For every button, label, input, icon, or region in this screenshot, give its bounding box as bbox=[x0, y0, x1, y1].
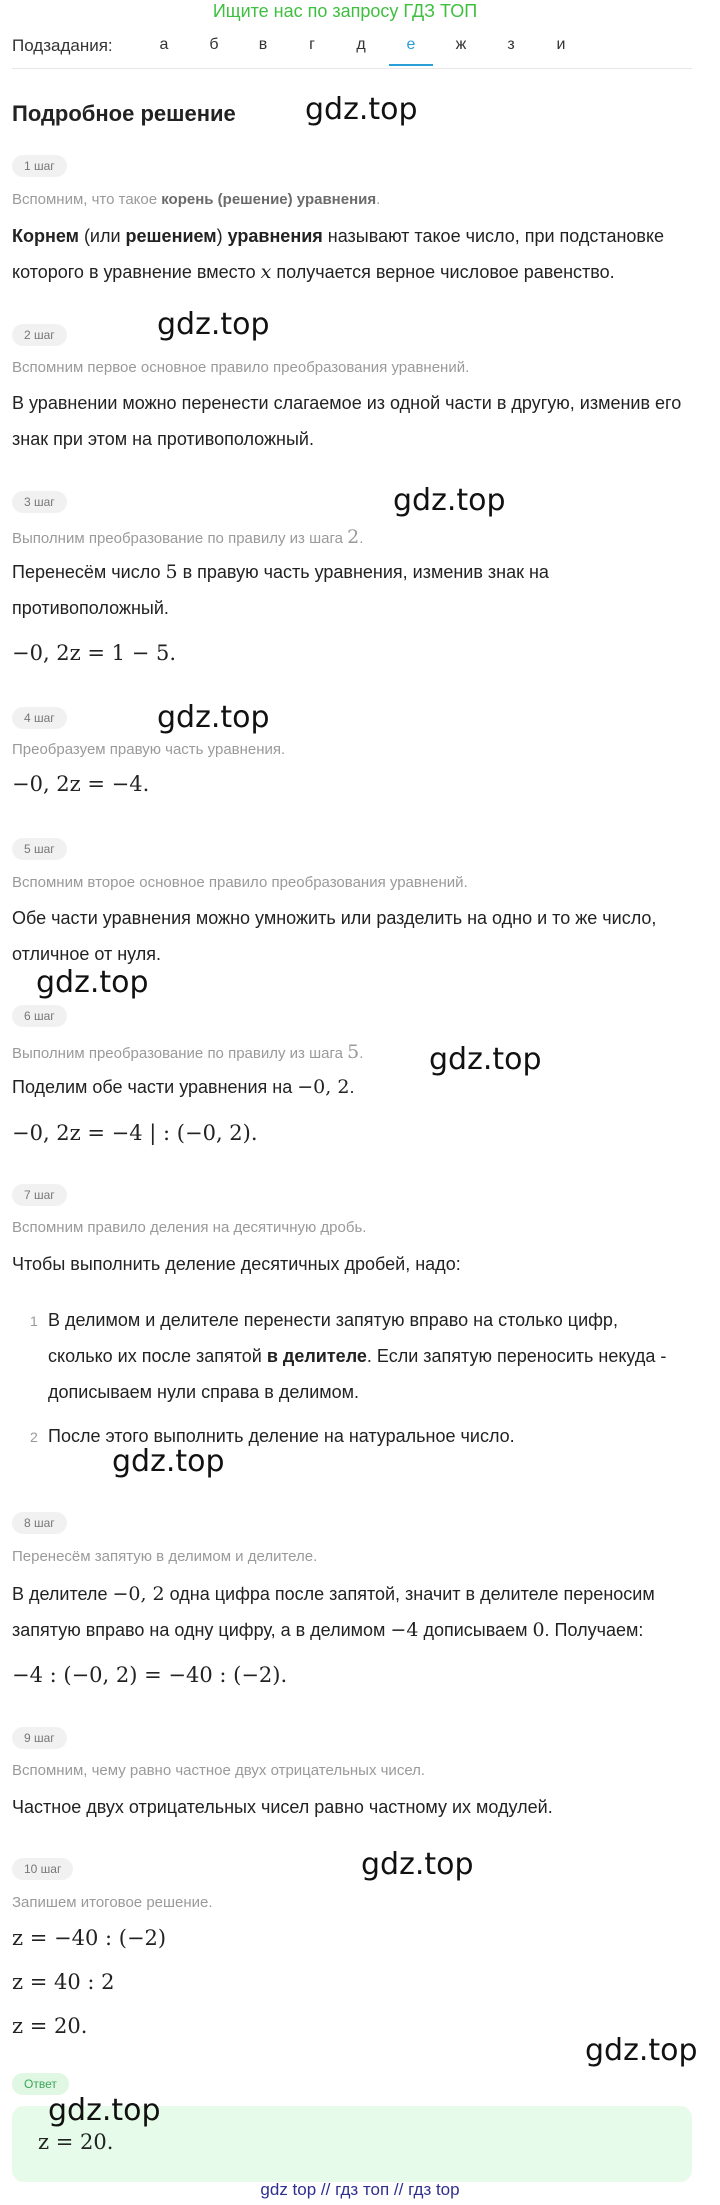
step-text: Частное двух отрицательных чисел равно частному их модулей. bbox=[12, 1797, 553, 1817]
step-text: В делителе −0, 2 одна цифра после запятой, значит в делителе переносим запятую вправо на одну цифру, а в делимом −4 дописываем 0. Получаем: bbox=[12, 1583, 655, 1641]
watermark: gdz.top bbox=[157, 307, 270, 342]
step-equation: −0, 2z = 1 − 5. bbox=[12, 641, 177, 665]
watermark: gdz.top bbox=[112, 1444, 225, 1479]
subtask-tab-a[interactable]: а bbox=[159, 36, 169, 53]
search-banner: Ищите нас по запросу ГДЗ ТОП bbox=[212, 1, 478, 21]
step-note: Вспомним правило деления на десятичную дробь. bbox=[12, 1219, 367, 1236]
subtask-tab-b[interactable]: б bbox=[209, 36, 219, 53]
step-note: Вспомним первое основное правило преобразования уравнений. bbox=[12, 359, 470, 376]
step-equation: z = 20. bbox=[12, 2014, 88, 2038]
subtask-tab-v[interactable]: в bbox=[258, 36, 268, 53]
step-equation: −0, 2z = −4. bbox=[12, 772, 150, 796]
step-text: Перенесём число 5 в правую часть уравнения, изменив знак на противоположный. bbox=[12, 561, 549, 618]
step-note: Преобразуем правую часть уравнения. bbox=[12, 741, 286, 758]
step-note: Перенесём запятую в делимом и делителе. bbox=[12, 1548, 318, 1565]
watermark: gdz.top bbox=[48, 2093, 161, 2128]
step-badge: 4 шаг bbox=[12, 707, 67, 729]
step-badge: 6 шаг bbox=[12, 1005, 67, 1027]
step-equation: −0, 2z = −4 | : (−0, 2). bbox=[12, 1121, 258, 1145]
subtask-tab-e[interactable]: е bbox=[406, 36, 416, 53]
subtasks-label: Подзадания: bbox=[12, 36, 113, 55]
list-item: После этого выполнить деление на натуральное число. bbox=[48, 1426, 515, 1446]
step-equation: z = −40 : (−2) bbox=[12, 1926, 167, 1950]
step-badge: 7 шаг bbox=[12, 1184, 67, 1206]
step-note: Вспомним, чему равно частное двух отрицательных чисел. bbox=[12, 1762, 426, 1779]
step-badge: 10 шаг bbox=[12, 1858, 73, 1880]
step-note: Вспомним второе основное правило преобразования уравнений. bbox=[12, 874, 468, 891]
step-badge: 1 шаг bbox=[12, 155, 67, 177]
watermark: gdz.top bbox=[305, 92, 418, 127]
watermark: gdz.top bbox=[429, 1042, 542, 1077]
footer-links[interactable]: gdz top // гдз топ // гдз top bbox=[260, 2180, 460, 2199]
step-badge: 9 шаг bbox=[12, 1727, 67, 1749]
watermark: gdz.top bbox=[36, 965, 149, 1000]
step-note: Выполним преобразование по правилу из шага 2. bbox=[12, 526, 364, 548]
list-number: 2 bbox=[30, 1429, 38, 1445]
subtask-tab-zh[interactable]: ж bbox=[455, 36, 467, 53]
watermark: gdz.top bbox=[361, 1847, 474, 1882]
active-tab-indicator bbox=[389, 64, 433, 66]
subtask-tab-g[interactable]: г bbox=[309, 36, 315, 53]
subtask-tab-i[interactable]: и bbox=[556, 36, 566, 53]
subtask-tab-z[interactable]: з bbox=[507, 36, 515, 53]
step-note: Вспомним, что такое корень (решение) уравнения. bbox=[12, 191, 381, 208]
step-note: Запишем итоговое решение. bbox=[12, 1894, 213, 1911]
step-text: В уравнении можно перенести слагаемое из одной части в другую, изменив его знак при этом на противоположный. bbox=[12, 393, 682, 449]
step-badge: 2 шаг bbox=[12, 324, 67, 346]
list-item: В делимом и делителе перенести запятую вправо на столько цифр, сколько их после запятой в делителе. Если запятую переносить некуда - дописываем нули справа в делимом. bbox=[48, 1310, 667, 1402]
step-badge: 3 шаг bbox=[12, 491, 67, 513]
step-badge: 5 шаг bbox=[12, 838, 67, 860]
answer-badge: Ответ bbox=[12, 2073, 69, 2095]
answer-value: z = 20. bbox=[38, 2130, 114, 2154]
step-equation: z = 40 : 2 bbox=[12, 1970, 115, 1994]
step-equation: −4 : (−0, 2) = −40 : (−2). bbox=[12, 1663, 288, 1687]
step-text: Обе части уравнения можно умножить или разделить на одно и то же число, отличное от нуля. bbox=[12, 908, 657, 964]
step-text: Поделим обе части уравнения на −0, 2. bbox=[12, 1076, 355, 1098]
subtasks-nav bbox=[12, 34, 692, 69]
subtask-tab-d[interactable]: д bbox=[356, 36, 366, 53]
watermark: gdz.top bbox=[157, 700, 270, 735]
step-note: Выполним преобразование по правилу из шага 5. bbox=[12, 1041, 364, 1063]
section-title: Подробное решение bbox=[12, 101, 236, 126]
watermark: gdz.top bbox=[585, 2033, 698, 2068]
step-text: Чтобы выполнить деление десятичных дробей, надо: bbox=[12, 1254, 461, 1274]
step-badge: 8 шаг bbox=[12, 1512, 67, 1534]
step-text: Корнем (или решением) уравнения называют такое число, при подстановке которого в уравнение вместо x получается верное числовое равенство. bbox=[12, 226, 665, 283]
watermark: gdz.top bbox=[393, 483, 506, 518]
list-number: 1 bbox=[30, 1313, 38, 1329]
